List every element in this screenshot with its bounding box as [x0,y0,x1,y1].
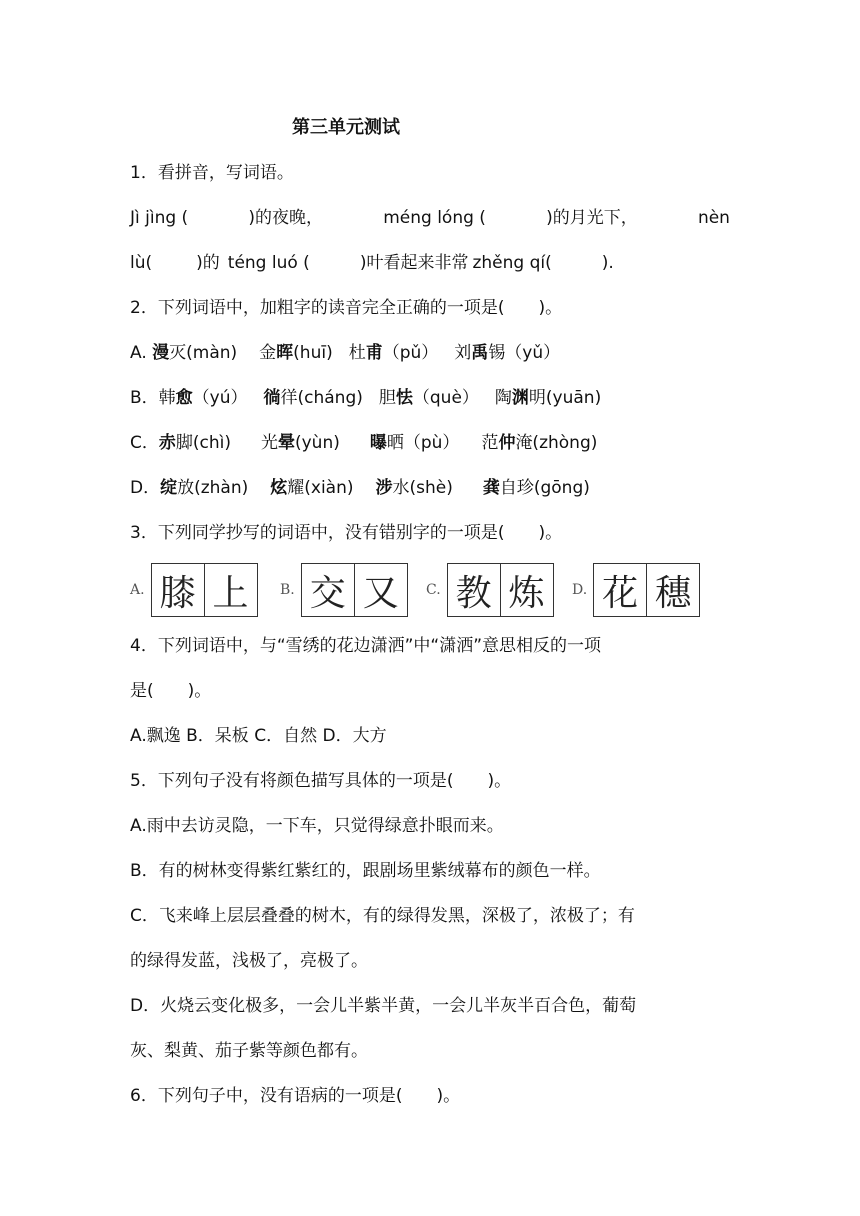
q2-c-bold-4: 仲 [498,433,516,453]
q2-d-bold-1: 绽 [160,478,178,498]
q3-c-char-2: 炼 [500,564,553,616]
q2-c-bold-3: 曝 [369,433,387,453]
q1-pinyin-nen: nèn [697,208,730,228]
q2-a-bold-3: 甫 [365,343,383,363]
q2-d-bold-3: 涉 [375,478,393,498]
q2-b-bold-4: 渊 [511,388,529,408]
q3-a-letter: A. [130,582,145,598]
q3-c-grid [447,563,554,617]
q2-b-text-2: （yú） [192,388,248,408]
q2-b-bold-3: 怯 [395,388,413,408]
q5-option-c-line-2: 的绿得发蓝，浅极了，亮极了。 [130,951,368,971]
q5-option-b: B．有的树林变得紫红紫红的，跟剧场里紫绒幕布的颜色一样。 [130,861,601,881]
q2-a-bold-1: 漫 [152,343,170,363]
q2-option-b [130,386,601,410]
q2-c-text-5: 范 [481,433,499,453]
q2-d-text-4: 自珍(gōng) [499,478,590,498]
q2-b-text-4: 胆 [378,388,396,408]
q3-b-char-1: 交 [309,572,346,614]
q3-c-char-1: 教 [455,572,492,614]
q3-d-char-2: 穗 [646,564,699,616]
q4-options: A.飘逸 B．呆板 C．自然 D．大方 [130,726,387,746]
q2-a-text-4: 杜 [348,343,366,363]
q2-b-text-5: （què） [412,388,479,408]
q3-option-d [572,562,700,618]
q1-pinyin-tengluo: téng luó ( [227,253,310,273]
q2-b-text-1: B．韩 [130,388,176,408]
q1-pinyin-lu: lù( [130,253,153,273]
q2-d-text-3: 水(shè) [392,478,453,498]
q6-stem: 6．下列句子中，没有语病的一项是( )。 [130,1086,461,1106]
q3-a-char-1: 膝 [159,572,196,614]
q2-option-c [130,431,597,455]
q1-line-1 [130,206,730,230]
q2-c-text-6: 淹(zhòng) [515,433,598,453]
q2-d-bold-4: 龚 [482,478,500,498]
q3-option-c [426,562,554,618]
q2-c-text-4: 晒（pù） [386,433,460,453]
q1-text-de: )的 [196,253,220,273]
q3-option-a [130,562,258,618]
q4-stem-line-1: 4．下列词语中，与“雪绣的花边潇洒”中“潇洒”意思相反的一项 [130,636,602,656]
q2-d-letter: D． [130,478,161,498]
q2-c-letter: C． [130,433,159,453]
q2-d-text-2: 耀(xiàn) [287,478,354,498]
q1-stem: 1．看拼音，写词语。 [130,163,294,183]
q5-option-c-line-1: C．飞来峰上层层叠叠的树木，有的绿得发黑，深极了，浓极了；有 [130,906,635,926]
q2-d-text-1: 放(zhàn) [177,478,249,498]
q3-a-grid [151,563,258,617]
q2-a-bold-4: 禹 [471,343,489,363]
q2-d-bold-2: 炫 [270,478,288,498]
q4-stem-line-2: 是( )。 [130,681,212,701]
q5-option-a: A.雨中去访灵隐，一下车，只觉得绿意扑眼而来。 [130,816,504,836]
q2-c-text-3: (yùn) [294,433,340,453]
q2-c-text-1: 脚(chì) [175,433,231,453]
q2-b-text-3: 徉(cháng) [280,388,363,408]
q2-b-bold-1: 愈 [175,388,193,408]
q3-a-char-2: 上 [204,564,257,616]
q1-text-end: ). [601,253,614,273]
q1-line-2 [130,251,614,275]
q2-a-text-6: 刘 [454,343,472,363]
q2-a-text-5: （pǔ） [382,343,439,363]
q3-handwriting-options [130,562,710,618]
q5-option-d-line-1: D．火烧云变化极多，一会儿半紫半黄，一会儿半灰半百合色，葡萄 [130,996,637,1016]
q2-option-a [130,341,560,365]
q2-c-bold-2: 晕 [277,433,295,453]
q2-a-text-1: 灭(màn) [169,343,238,363]
q2-a-text-7: 锡（yǔ） [488,343,561,363]
q2-b-bold-2: 徜 [263,388,281,408]
q1-text-ye: )叶看起来非常 [359,253,469,273]
q2-b-text-6: 陶 [494,388,512,408]
q2-c-text-2: 光 [260,433,278,453]
q5-option-d-line-2: 灰、梨黄、茄子紫等颜色都有。 [130,1041,368,1061]
q2-a-text-2: 金 [259,343,277,363]
q2-c-bold-1: 赤 [158,433,176,453]
q3-d-char-1: 花 [602,572,639,614]
q3-b-letter: B. [280,582,295,598]
q3-b-char-2: 又 [354,564,407,616]
q2-stem: 2．下列词语中，加粗字的读音完全正确的一项是( )。 [130,298,563,318]
q2-a-text-3: (huī) [293,343,333,363]
q2-option-d [130,476,590,500]
q5-stem: 5．下列句子没有将颜色描写具体的一项是( )。 [130,771,512,791]
q3-c-letter: C. [426,582,441,598]
q1-pinyin-jijing: Jì jìng ( [130,208,189,228]
page-title: 第三单元测试 [292,117,400,138]
q1-text-yueguang: )的月光下， [546,208,638,228]
q2-b-text-7: 明(yuān) [528,388,602,408]
q2-a-bold-2: 晖 [276,343,294,363]
q3-d-letter: D. [572,582,588,598]
q3-stem: 3．下列同学抄写的词语中，没有错别字的一项是( )。 [130,523,563,543]
q1-pinyin-zhengqi: zhěng qí( [472,253,552,273]
q3-b-grid [301,563,408,617]
q2-a-letter: A. [130,343,147,363]
q1-text-yewan: )的夜晚， [248,208,324,228]
q3-option-b [280,562,408,618]
q1-pinyin-menglong: méng lóng ( [383,208,486,228]
q3-d-grid [593,563,700,617]
